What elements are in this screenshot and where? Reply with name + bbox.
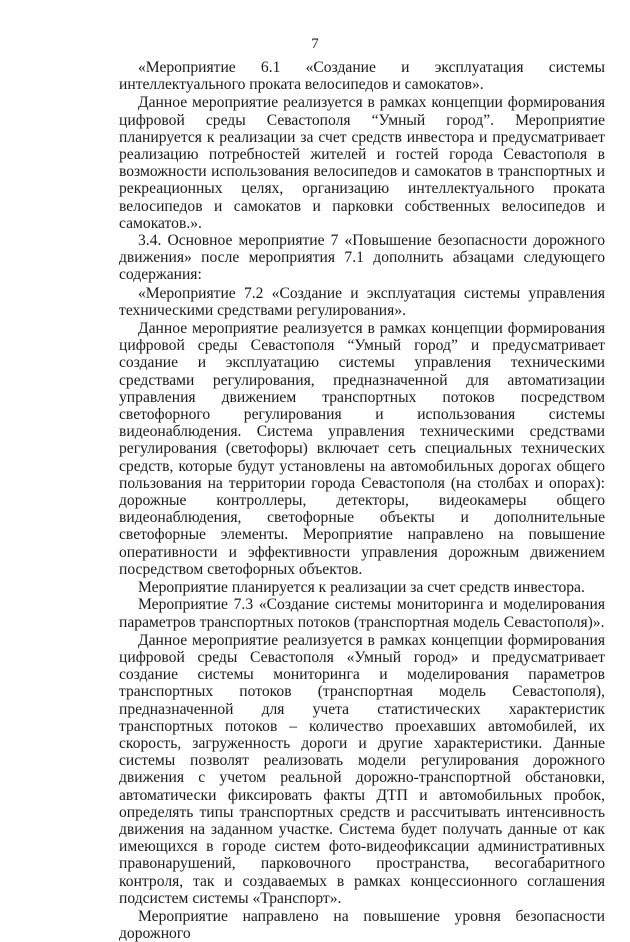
paragraph-measure-7-3-title: Мероприятие 7.3 «Создание системы мониторинга и моделирования параметров транспортных потоков (транспортная модель Севастополя)».: [119, 596, 605, 631]
paragraph-measure-7-2-description: Данное мероприятие реализуется в рамках концепции формирования цифровой среды Севастополя “Умный город” и предусматривает создание и эксплуатацию системы управления техническими средствами регулирования, предназначенной для автоматизации управления движением транспортных потоков посредством светофорного регулирования и использования системы видеонаблюдения. Система управления техническими средствами регулирования (светофоры) включает сеть специальных технических средств, которые будут установлены на автомобильных дорогах общего пользования на территории города Севастополя (на столбах и опорах): дорожные контроллеры, детекторы, видеокамеры общего видеонаблюдения, светофорные объекты и дополнительные светофорные элементы. Мероприятие направлено на повышение оперативности и эффективности управления дорожным движением посредством светофорных объектов.: [119, 320, 605, 578]
paragraph-investor-funding: Мероприятие планируется к реализации за счет средств инвестора.: [138, 579, 585, 597]
paragraph-measure-6-1-description: Данное мероприятие реализуется в рамках концепции формирования цифровой среды Севастополя “Умный город”. Мероприятие планируется к реализации за счет средств инвестора и предусматривает реализацию потребностей жителей и гостей города Севастополя в возможности использования велосипедов и самокатов в транспортных и рекреационных целях, организацию интеллектуального проката велосипедов и самокатов и парковки собственных велосипедов и самокатов.».: [119, 94, 605, 232]
paragraph-measure-7-2-title: «Мероприятие 7.2 «Создание и эксплуатация системы управления техническими средствами регулирования».: [119, 284, 605, 319]
paragraph-section-3-4: 3.4. Основное мероприятие 7 «Повышение безопасности дорожного движения» после мероприятия 7.1 дополнить абзацами следующего содержания:: [119, 232, 605, 284]
paragraph-measure-7-3-description: Данное мероприятие реализуется в рамках концепции формирования цифровой среды Севастополя «Умный город» и предусматривает создание системы мониторинга и моделирования параметров транспортных потоков (транспортная модель Севастополя), предназначенной для учета статистических характеристик транспортных потоков – количество проехавших автомобилей, их скорость, загруженность дороги и другие характеристики. Данные системы позволят реализовать модели регулирования дорожного движения с учетом реальной дорожно-транспортной обстановки, автоматически фиксировать факты ДТП и автомобильных пробок, определять типы транспортных средств и рассчитывать интенсивность движения на заданном участке. Система будет получать данные от как имеющихся в городе систем фото-видеофиксации административных правонарушений, парковочного пространства, весогабаритного контроля, так и создаваемых в рамках концессионного соглашения подсистем системы «Транспорт».: [119, 631, 605, 907]
document-body: [119, 59, 605, 942]
paragraph-measure-6-1-title: «Мероприятие 6.1 «Создание и эксплуатация системы интеллектуального проката велосипедов и самокатов».: [119, 59, 605, 94]
page-number: 7: [311, 36, 319, 52]
paragraph-measure-7-3-purpose: Мероприятие направлено на повышение уровня безопасности дорожного: [119, 907, 605, 942]
